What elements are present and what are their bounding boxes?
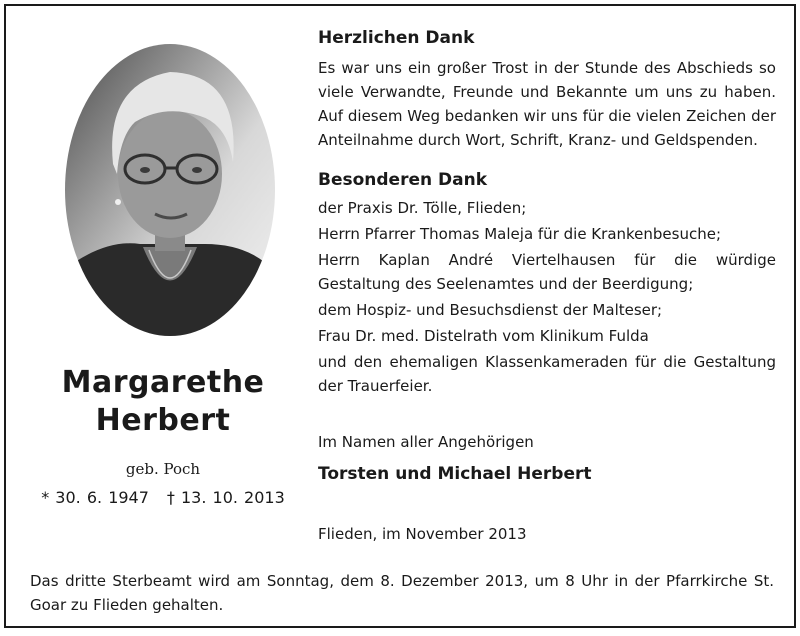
portrait-photo — [65, 44, 275, 336]
special-thanks-item: Herrn Kaplan André Viertelhausen für die würdige Gestaltung des Seelenamtes und der Beerdigung; — [318, 251, 776, 293]
maiden-name: geb. Poch — [125, 460, 201, 478]
death-date: † 13. 10. 2013 — [166, 488, 285, 507]
life-dates — [24, 488, 302, 507]
mass-announcement: Das dritte Sterbeamt wird am Sonntag, dem 8. Dezember 2013, um 8 Uhr in der Pfarrkirche St. Goar zu Flieden gehalten. — [30, 572, 774, 614]
signature-intro: Im Namen aller Angehörigen — [318, 433, 534, 451]
thanks-section — [318, 26, 776, 152]
place-date: Flieden, im November 2013 — [318, 525, 527, 543]
special-thanks-item: der Praxis Dr. Tölle, Flieden; — [318, 199, 527, 217]
last-name: Herbert — [95, 403, 231, 438]
special-thanks-heading: Besonderen Dank — [318, 170, 488, 190]
special-thanks-item: Frau Dr. med. Distelrath vom Klinikum Fulda — [318, 327, 649, 345]
thanks-text: Es war uns ein großer Trost in der Stunde des Abschieds so viele Verwandte, Freunde und Bekannte um uns zu haben. Auf diesem Weg bedanken wir uns für die vielen Zeichen der Anteilnahme durch Wort, Schrift, Kranz- und Geldspenden. — [318, 59, 776, 149]
special-thanks-item: und den ehemaligen Klassenkameraden für die Gestaltung der Trauerfeier. — [318, 353, 776, 395]
special-thanks-section — [318, 168, 776, 398]
thanks-heading: Herzlichen Dank — [318, 28, 475, 48]
special-thanks-item: dem Hospiz- und Besuchsdienst der Malteser; — [318, 301, 663, 319]
signature-names: Torsten und Michael Herbert — [318, 464, 592, 484]
birth-date: * 30. 6. 1947 — [41, 488, 149, 507]
obituary-card — [4, 4, 796, 628]
first-name: Margarethe — [61, 365, 265, 400]
deceased-name — [24, 364, 302, 440]
special-thanks-item: Herrn Pfarrer Thomas Maleja für die Krankenbesuche; — [318, 225, 722, 243]
